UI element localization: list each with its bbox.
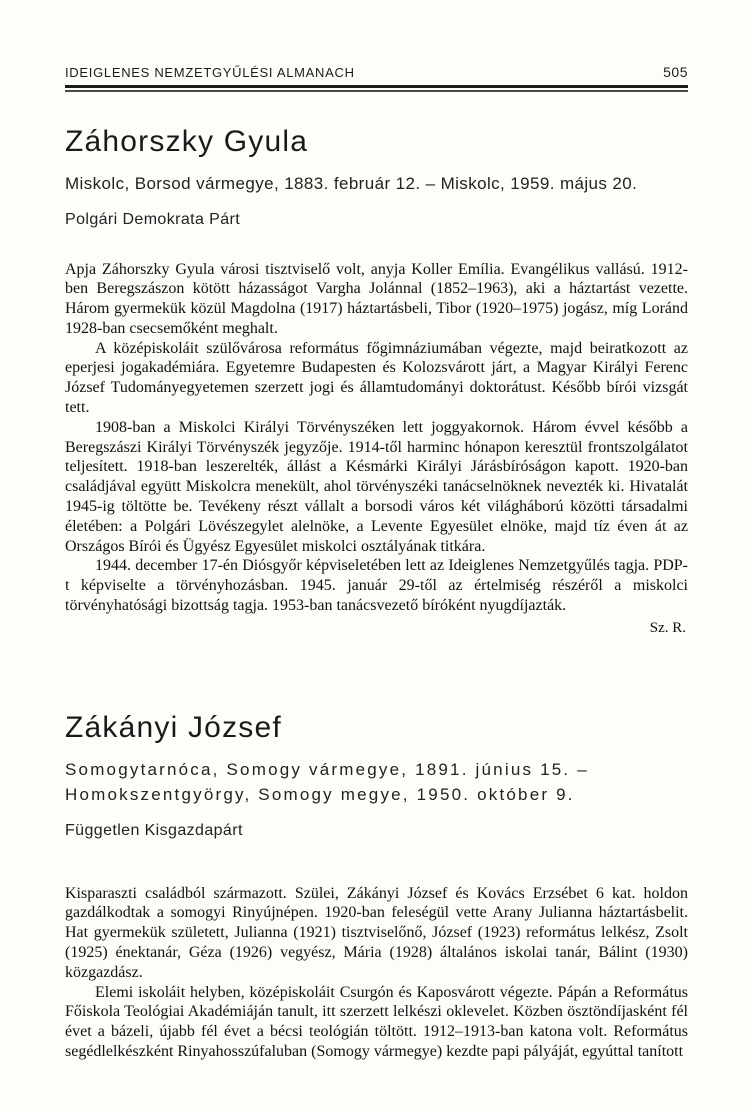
running-header: [65, 64, 688, 80]
entry-name: Zákányi József: [65, 710, 282, 744]
bio-paragraph: 1908-ban a Miskolci Királyi Törvényszéken lett joggyakornok. Három évvel később a Beregszászi Királyi Törvényszék jegyzője. 1914-től harminc hónapon keresztül frontszolgálatot teljesített. 1918-ban leszerelték, állást a Késmárki Királyi Járásbíróságon kapott. 1920-ban családjával együtt Miskolcra menekült, ahol törvényszéki tanácselnöknek nevezték ki. Hivatalát 1945-ig töltötte be. Tevékeny részt vállalt a borsodi város két világháború közötti társadalmi életében: a Polgári Lövészegylet alelnöke, a Levente Egyesület elnöke, majd tíz éven át az Országos Bírói és Ügyész Egyesület miskolci osztályának titkára.: [65, 418, 688, 555]
entry-body: [65, 260, 688, 639]
bio-paragraph: Kisparaszti családból származott. Szülei, Zákányi József és Kovács Erzsébet 6 kat. holdon gazdálkodtak a somogyi Rinyújnépen. 1920-ban feleségül vette Arany Julianna háztartásbelit. Hat gyermekük született, Julianna (1921) tisztviselőnő, József (1923) református lelkész, Zsolt (1925) énektanár, Géza (1926) vegyész, Mária (1928) általános iskolai tanár, Bálint (1930) közgazdász.: [65, 884, 688, 981]
biography-entry-zahorszky: [65, 125, 688, 639]
entry-party: Független Kisgazdapárt: [65, 821, 243, 839]
bio-paragraph: Apja Záhorszky Gyula városi tisztviselő volt, anyja Koller Emília. Evangélikus vallású. 1912-ben Beregszászon kötött házasságot Vargha Jolánnal (1852–1963), aki a háztartást vezette. Három gyermekük közül Magdolna (1917) háztartásbeli, Tibor (1920–1975) jogász, míg Loránd 1928-ban csecsemőként meghalt.: [65, 260, 688, 337]
entry-vitals: Somogytarnóca, Somogy vármegye, 1891. június 15. – Homokszentgyörgy, Somogy megye, 1950. október 9.: [65, 759, 589, 804]
running-title: IDEIGLENES NEMZETGYŰLÉSI ALMANACH: [65, 65, 355, 80]
author-signature: Sz. R.: [649, 619, 686, 636]
biography-entry-zakanyi: [65, 711, 688, 1062]
entry-body: [65, 884, 688, 1062]
bio-paragraph: 1944. december 17-én Diósgyőr képviseletében lett az Ideiglenes Nemzetgyűlés tagja. PDP-t képviselte a törvényhozásban. 1945. január 29-től az értelmiség részéről a miskolci törvényhatósági bizottság tagja. 1953-ban tanácsvezető bíróként nyugdíjazták.: [65, 557, 688, 615]
entry-vitals: Miskolc, Borsod vármegye, 1883. február 12. – Miskolc, 1959. május 20.: [65, 173, 638, 193]
page-number: 505: [663, 64, 688, 80]
entry-party: Polgári Demokrata Párt: [65, 210, 241, 228]
header-rule-thin: [65, 90, 688, 92]
entry-name: Záhorszky Gyula: [65, 124, 309, 158]
header-rule-thick: [65, 85, 688, 88]
bio-paragraph: Elemi iskoláit helyben, középiskoláit Csurgón és Kaposvárott végezte. Pápán a Református Főiskola Teológiai Akadémiáján tanult, itt szerzett lelkészi oklevelet. Közben ösztöndíjasként fél évet a bázeli, újabb fél évet a bécsi teológián töltött. 1912–1913-ban katona volt. Református segédlelkészként Rinyahosszúfaluban (Somogy vármegye) kezdte papi pályáját, egyúttal tanított: [65, 983, 688, 1061]
bio-paragraph: A középiskoláit szülővárosa református főgimnáziumában végezte, majd beiratkozott az eperjesi jogakadémiára. Egyetemre Budapesten és Kolozsvárott járt, a Magyar Királyi Ferenc József Tudományegyetemen szerzett jogi és államtudományi doktorátust. Később bírói vizsgát tett.: [65, 339, 688, 417]
